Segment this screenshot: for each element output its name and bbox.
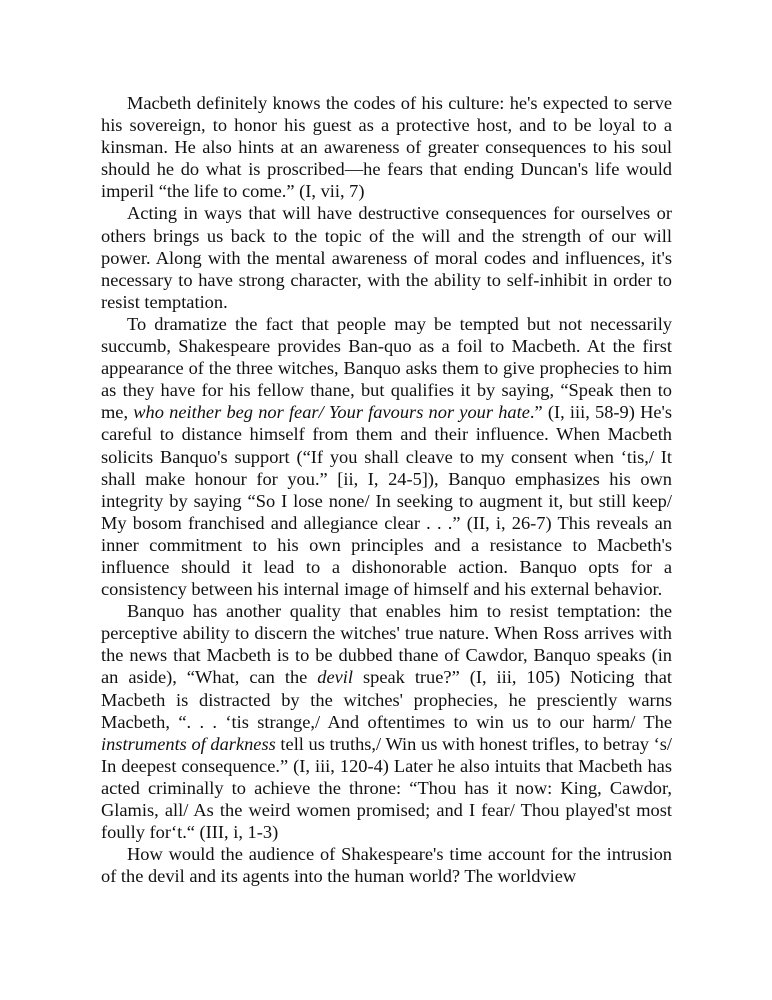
paragraph-4-text-c: tell us truths,/ Win us with honest trifles, to betray ‘s/ In deepest consequence.” (I, iii, 120-4) Later he also intuits that Macbeth has acted criminally to achieve the throne: “Thou has it now: King, Cawdor, Glamis, all/ As the weird women promised; and I fear/ Thou played'st most foully for‘t.“ (III, i, 1-3)	[101, 733, 673, 843]
paragraph-4-text-b: speak true?” (I, iii, 105) Noticing that Macbeth is distracted by the witches' prophecies, he presciently warns Macbeth, “. . . ‘tis strange,/ And oftentimes to win us to our harm/ The	[101, 667, 672, 732]
paragraph-2-text: Acting in ways that will have destructive consequences for ourselves or others brings us back to the topic of the will and the strength of our will power. Along with the mental awareness of moral codes and influences, it's necessary to have strong character, with the ability to self-inhibit in order to resist temptation.	[101, 203, 672, 312]
paragraph-3-text-a: To dramatize the fact that people may be tempted but not necessarily succumb, Shakespeare provides Ban-quo as a foil to Macbeth. At the first appearance of the three witches, Banquo asks them to give prophecies to him as they have for his fellow thane, but qualifies it by saying, “Speak then to me,	[101, 313, 672, 423]
paragraph-3-text-b: .” (I, iii, 58-9) He's careful to distance himself from them and their influence. When Macbeth solicits Banquo's support (“If you shall cleave to my consent when ‘tis,/ It shall make honour for you.” [ii, I, 24-5]), Banquo emphasizes his own integrity by saying “So I lose none/ In seeking to augment it, but still keep/ My bosom franchised and allegiance clear . . .” (II, i, 26-7) This reveals an inner commitment to his own principles and a resistance to Macbeth's influence should it lead to a dishonorable action. Banquo opts for a consistency between his internal image of himself and his external behavior.	[101, 402, 672, 600]
paragraph-4-text-a: Banquo has another quality that enables him to resist temptation: the perceptive ability to discern the witches' true nature. When Ross arrives with the news that Macbeth is to be dubbed thane of Cawdor, Banquo speaks (in an aside), “What, can the	[101, 601, 672, 688]
paragraph-2	[101, 202, 672, 312]
paragraph-1	[101, 92, 672, 202]
paragraph-3	[101, 313, 672, 600]
paragraph-4-instruments-italic: instruments of darkness	[101, 733, 276, 754]
document-page	[101, 92, 672, 887]
paragraph-4-devil-italic: devil	[317, 667, 354, 688]
paragraph-4	[101, 600, 672, 843]
paragraph-5-text: How would the audience of Shakespeare's time account for the intrusion of the devil and its agents into the human world? The worldview	[101, 844, 672, 887]
paragraph-1-text: Macbeth definitely knows the codes of his culture: he's expected to serve his sovereign, to honor his guest as a protective host, and to be loyal to a kinsman. He also hints at an awareness of greater consequences to his soul should he do what is proscribed—he fears that ending Duncan's life would imperil “the life to come.” (I, vii, 7)	[101, 93, 672, 202]
paragraph-5	[101, 843, 672, 887]
paragraph-3-quote-italic: who neither beg nor fear/ Your favours nor your hate	[133, 402, 530, 423]
